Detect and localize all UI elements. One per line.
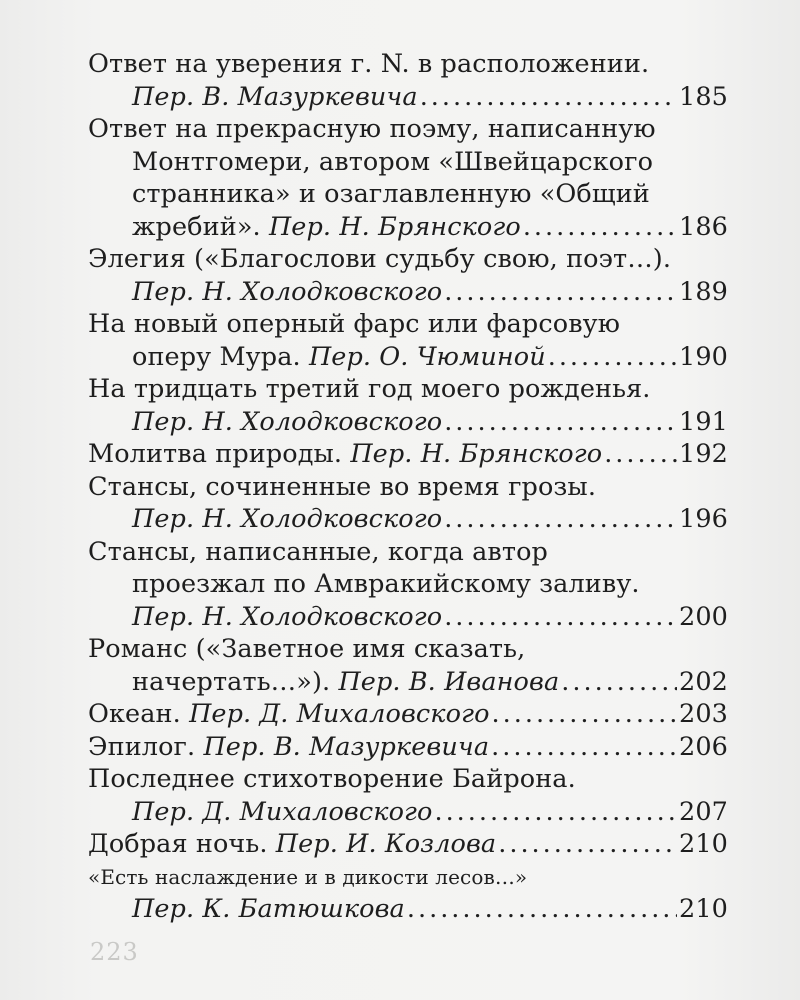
leader-dots bbox=[491, 731, 677, 764]
leader-dots bbox=[548, 341, 677, 374]
entry-title-tail: Океан. bbox=[88, 699, 181, 729]
page-number: 190 bbox=[679, 341, 728, 372]
page-number: 210 bbox=[679, 829, 728, 859]
page-number: 196 bbox=[679, 504, 728, 534]
entry-title-line: Последнее стихотворение Байрона. bbox=[88, 764, 576, 794]
entry-lead-line bbox=[88, 601, 728, 634]
entry-title-line: На тридцать третий год моего рожденья. bbox=[88, 374, 651, 404]
entry-lead-line bbox=[88, 796, 728, 829]
entry-title-line: проезжал по Амвракийскому заливу. bbox=[132, 569, 640, 599]
translator: Пер. Н. Холодковского bbox=[132, 504, 443, 534]
entry-lead-line bbox=[88, 893, 728, 926]
entry-title-tail: Эпилог. bbox=[88, 731, 196, 762]
entry-lead-line bbox=[88, 731, 728, 764]
leader-dots bbox=[420, 81, 677, 114]
translator: Пер. Н. Брянского bbox=[350, 439, 603, 469]
page-number: 189 bbox=[679, 276, 728, 307]
toc-entry bbox=[88, 536, 728, 634]
leader-dots bbox=[444, 503, 677, 536]
leader-dots bbox=[407, 893, 677, 926]
entry-title-line: Стансы, написанные, когда автор bbox=[88, 536, 548, 567]
toc-entry bbox=[88, 438, 728, 471]
entry-lead-line bbox=[88, 666, 728, 699]
entry-lead-line bbox=[88, 341, 728, 374]
leader-dots bbox=[492, 698, 677, 731]
leader-dots bbox=[561, 666, 677, 699]
entry-lead-line bbox=[88, 211, 728, 244]
entry-title-tail: Молитва природы. bbox=[88, 439, 343, 469]
page-number: 206 bbox=[679, 731, 728, 762]
page-number: 186 bbox=[679, 211, 728, 242]
toc-entry bbox=[88, 243, 728, 308]
translator: Пер. И. Козлова bbox=[275, 829, 497, 859]
page-number: 203 bbox=[679, 699, 728, 729]
entry-title-tail: жребий». bbox=[132, 211, 261, 242]
page-number: 210 bbox=[679, 894, 728, 924]
translator: Пер. В. Мазуркевича bbox=[203, 731, 490, 762]
translator: Пер. В. Мазуркевича bbox=[132, 81, 418, 112]
toc-entry bbox=[88, 48, 728, 113]
entry-title-line: Ответ на уверения г. N. в расположении. bbox=[88, 49, 650, 79]
translator: Пер. Н. Холодковского bbox=[132, 406, 443, 437]
translator: Пер. Д. Михаловского bbox=[132, 796, 433, 827]
entry-lead-line bbox=[88, 81, 728, 114]
toc-entry bbox=[88, 731, 728, 764]
table-of-contents bbox=[88, 48, 728, 926]
toc-entry bbox=[88, 828, 728, 861]
leader-dots bbox=[444, 601, 677, 634]
toc-entry bbox=[88, 308, 728, 373]
translator: Пер. Н. Брянского bbox=[268, 211, 521, 242]
page-number: 202 bbox=[679, 666, 728, 697]
translator: Пер. Н. Холодковского bbox=[132, 601, 443, 632]
entry-title-line: «Есть наслаждение и в дикости лесов…» bbox=[88, 864, 528, 889]
toc-entry bbox=[88, 633, 728, 698]
leader-dots bbox=[434, 796, 677, 829]
toc-entry bbox=[88, 698, 728, 731]
leader-dots bbox=[498, 828, 677, 861]
entry-lead-line bbox=[88, 698, 728, 731]
translator: Пер. О. Чюминой bbox=[308, 341, 546, 372]
translator: Пер. К. Батюшкова bbox=[132, 894, 405, 924]
page-number: 192 bbox=[679, 439, 728, 469]
entry-lead-line bbox=[88, 276, 728, 309]
entry-title-line: На новый оперный фарс или фарсовую bbox=[88, 309, 621, 339]
page-folio: 223 bbox=[90, 938, 139, 966]
page-number: 191 bbox=[679, 406, 728, 437]
leader-dots bbox=[604, 438, 677, 471]
translator: Пер. Д. Михаловского bbox=[189, 699, 490, 729]
entry-title-tail: начертать…»). bbox=[132, 666, 331, 697]
page-number: 200 bbox=[679, 601, 728, 632]
toc-entry bbox=[88, 763, 728, 828]
translator: Пер. Н. Холодковского bbox=[132, 276, 443, 307]
translator: Пер. В. Иванова bbox=[338, 666, 560, 697]
entry-lead-line bbox=[88, 406, 728, 439]
entry-title-line: Элегия («Благослови судьбу свою, поэт…). bbox=[88, 244, 672, 274]
toc-entry bbox=[88, 113, 728, 243]
entry-title-line: Стансы, сочиненные во время грозы. bbox=[88, 471, 597, 502]
entry-title-line: Ответ на прекрасную поэму, написанную bbox=[88, 114, 656, 144]
entry-lead-line bbox=[88, 438, 728, 471]
page-number: 185 bbox=[679, 81, 728, 112]
leader-dots bbox=[523, 211, 677, 244]
page-number: 207 bbox=[679, 796, 728, 827]
entry-title-tail: Добрая ночь. bbox=[88, 829, 268, 859]
entry-title-line: Монтгомери, автором «Швейцарского bbox=[132, 146, 654, 177]
entry-title-line: Романс («Заветное имя сказать, bbox=[88, 634, 526, 664]
entry-lead-line bbox=[88, 503, 728, 536]
toc-entry bbox=[88, 861, 728, 926]
toc-entry bbox=[88, 373, 728, 438]
leader-dots bbox=[444, 276, 677, 309]
entry-title-line: странника» и озаглавленную «Общий bbox=[132, 179, 650, 209]
toc-entry bbox=[88, 471, 728, 536]
leader-dots bbox=[444, 406, 677, 439]
entry-title-tail: оперу Мура. bbox=[132, 341, 301, 372]
entry-lead-line bbox=[88, 828, 728, 861]
